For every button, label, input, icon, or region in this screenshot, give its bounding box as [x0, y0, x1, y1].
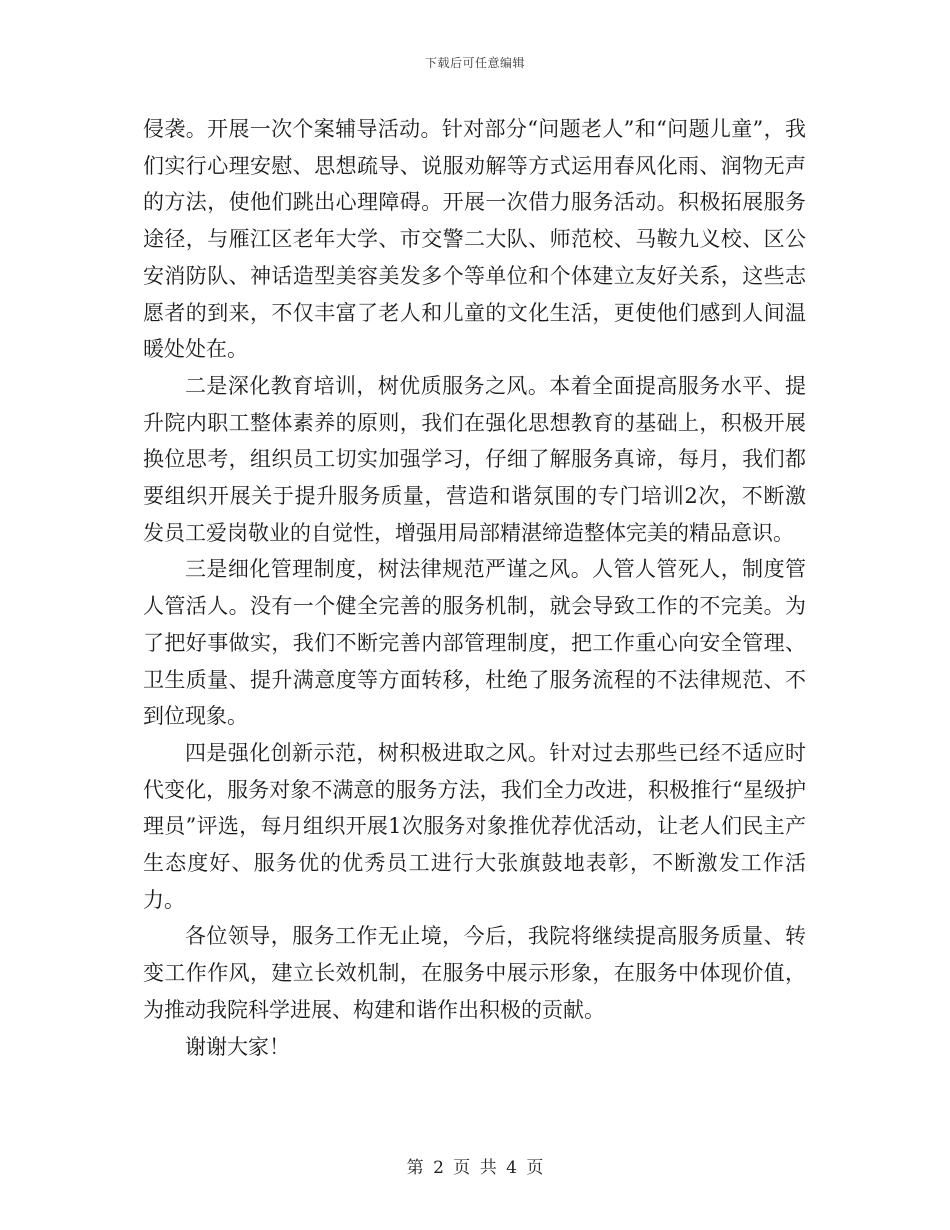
paragraph-continuation: 侵袭。开展一次个案辅导活动。针对部分“问题老人”和“问题儿童”，我们实行心理安慰、思想疏导、说服劝解等方式运用春风化雨、润物无声的方法，使他们跳出心理障碍。开展一次借力服务活动。积极拓展服务途径，与雁江区老年大学、市交警二大队、师范校、马鞍九义校、区公安消防队、神话造型美容美发多个等单位和个体建立友好关系，这些志愿者的到来，不仅丰富了老人和儿童的文化生活，更使他们感到人间温暖处处在。 — [143, 117, 806, 362]
paragraph-thanks: 谢谢大家！ — [185, 1034, 290, 1059]
page-header-note: 下载后可任意编辑 — [424, 56, 525, 70]
paragraph-point-two: 二是深化教育培训，树优质服务之风。本着全面提高服务水平、提升院内职工整体素养的原则，我们在强化思想教育的基础上，积极开展换位思考，组织员工切实加强学习，仔细了解服务真谛，每月，我们都要组织开展关于提升服务质量，营造和谐氛围的专门培训2次，不断激发员工爱岗敬业的自觉性，增强用局部精湛缔造整体完美的精品意识。 — [143, 373, 806, 545]
document-body — [143, 111, 806, 1065]
paragraph-closing: 各位领导，服务工作无止境，今后，我院将继续提高服务质量、转变工作作风，建立长效机制，在服务中展示形象，在服务中体现价值，为推动我院科学进展、构建和谐作出积极的贡献。 — [143, 924, 806, 1022]
paragraph-point-three: 三是细化管理制度，树法律规范严谨之风。人管人管死人，制度管人管活人。没有一个健全完善的服务机制，就会导致工作的不完美。为了把好事做实，我们不断完善内部管理制度，把工作重心向安全管理、卫生质量、提升满意度等方面转移，杜绝了服务流程的不法律规范、不到位现象。 — [143, 557, 806, 729]
paragraph-point-four: 四是强化创新示范，树积极进取之风。针对过去那些已经不适应时代变化，服务对象不满意的服务方法，我们全力改进，积极推行“星级护理员”评选，每月组织开展1次服务对象推优荐优活动，让老人们民主产生态度好、服务优的优秀员工进行大张旗鼓地表彰，不断激发工作活力。 — [143, 740, 806, 912]
page-number-footer: 第 2 页 共 4 页 — [406, 1158, 544, 1178]
